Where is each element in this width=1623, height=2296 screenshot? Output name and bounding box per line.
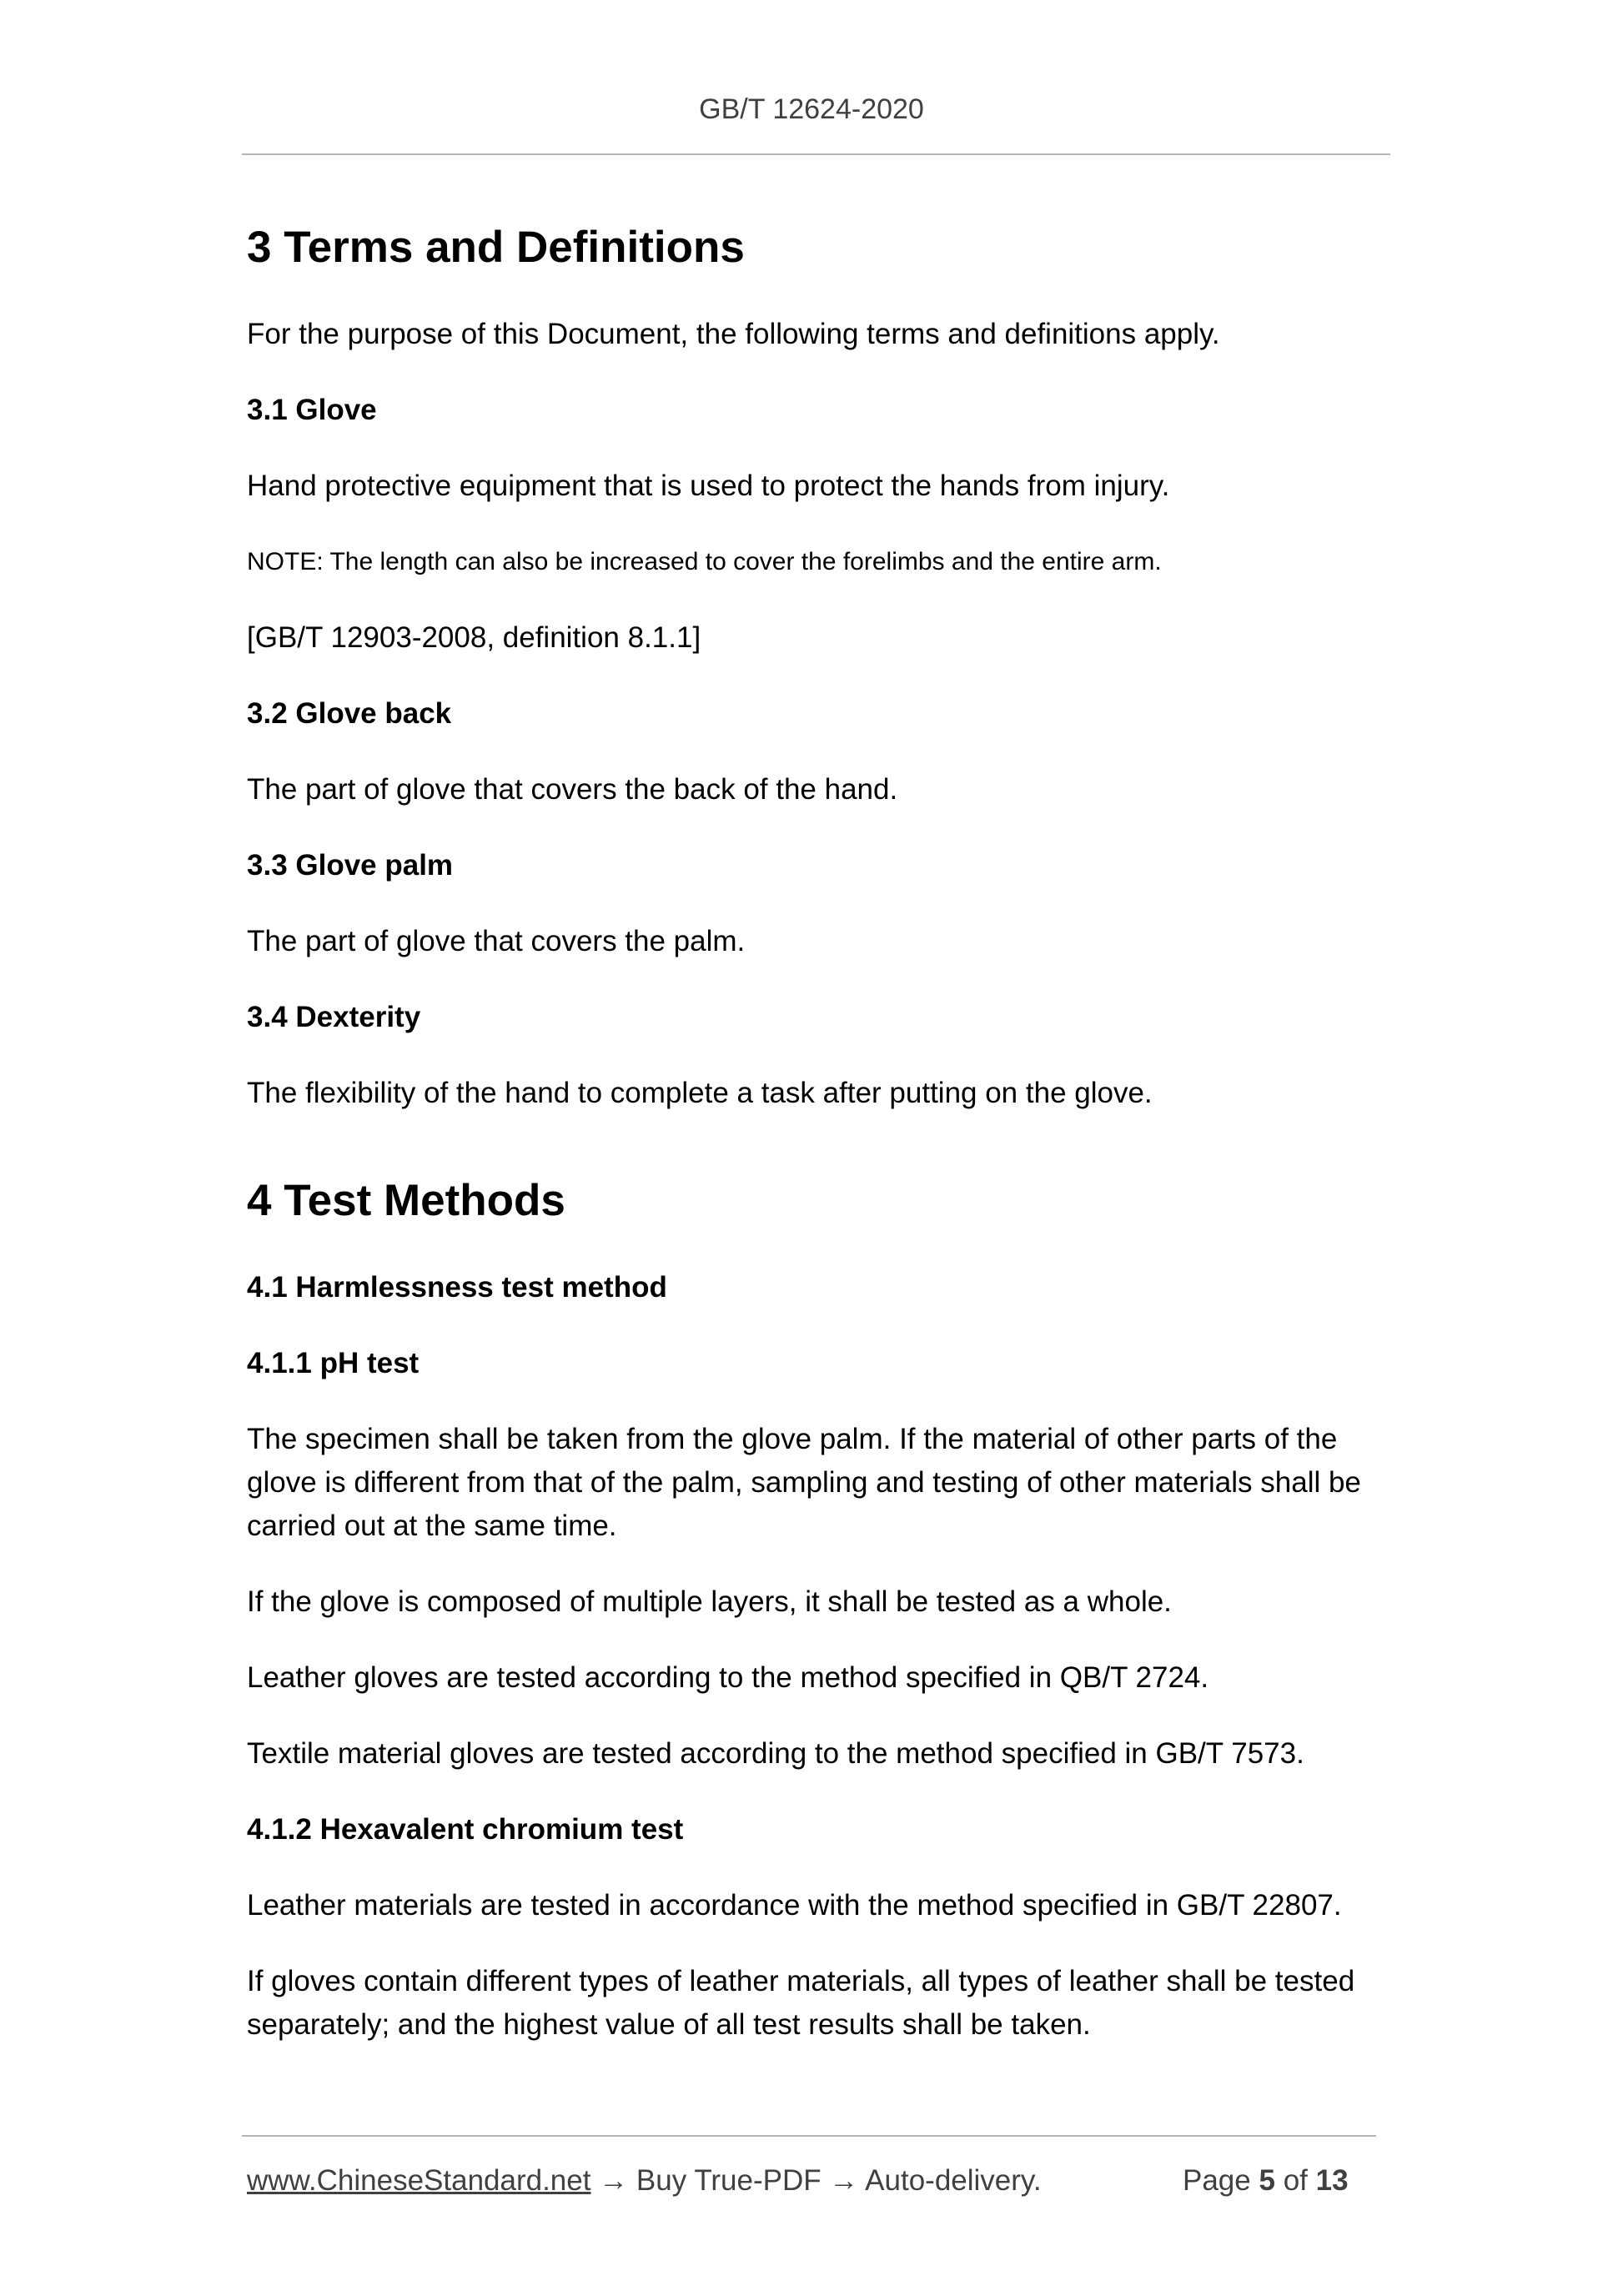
footer-promo xyxy=(247,2160,1042,2202)
website-link[interactable]: www.ChineseStandard.net xyxy=(247,2164,591,2197)
section-3-heading: 3 Terms and Definitions xyxy=(247,223,745,272)
term-3-3-definition: The part of glove that covers the palm. xyxy=(247,925,746,957)
document-code: GB/T 12624-2020 xyxy=(699,93,924,125)
term-3-4-heading: 3.4 Dexterity xyxy=(247,1001,421,1033)
term-3-1-definition: Hand protective equipment that is used to protect the hands from injury. xyxy=(247,470,1170,502)
ph-test-paragraph-1: The specimen shall be taken from the glove palm. If the material of other parts of the glove is different from that of the palm, sampling and testing of other materials shall be carried out at the same time. xyxy=(247,1423,1361,1542)
section-3-intro: For the purpose of this Document, the following terms and definitions apply. xyxy=(247,318,1220,350)
term-3-4-definition: The flexibility of the hand to complete a task after putting on the glove. xyxy=(247,1077,1153,1109)
page-current: 5 xyxy=(1259,2164,1275,2197)
term-3-1-note: NOTE: The length can also be increased to cover the forelimbs and the entire arm. xyxy=(247,548,1162,575)
page-of: of xyxy=(1283,2164,1308,2197)
subsection-4-1-heading: 4.1 Harmlessness test method xyxy=(247,1271,667,1304)
page-total: 13 xyxy=(1315,2164,1349,2197)
term-3-3-heading: 3.3 Glove palm xyxy=(247,849,454,882)
term-3-2-definition: The part of glove that covers the back of the hand. xyxy=(247,773,898,806)
section-4-heading: 4 Test Methods xyxy=(247,1176,565,1225)
page-number xyxy=(1183,2160,1349,2202)
chromium-test-paragraph-2: If gloves contain different types of leather materials, all types of leather shall be tested separately; and the highest value of all test results shall be taken. xyxy=(247,1965,1355,2041)
page-content xyxy=(247,215,1398,2047)
term-3-2-heading: 3.2 Glove back xyxy=(247,697,452,730)
header-divider xyxy=(242,153,1390,155)
term-3-1-heading: 3.1 Glove xyxy=(247,394,377,426)
subsection-4-1-1-heading: 4.1.1 pH test xyxy=(247,1347,420,1379)
chromium-test-paragraph-1: Leather materials are tested in accordance with the method specified in GB/T 22807. xyxy=(247,1889,1342,1922)
footer-divider xyxy=(242,2135,1376,2137)
footer-promo-text: → Buy True-PDF → Auto-delivery. xyxy=(590,2164,1042,2197)
subsection-4-1-2-heading: 4.1.2 Hexavalent chromium test xyxy=(247,1813,684,1846)
ph-test-paragraph-3: Leather gloves are tested according to the method specified in QB/T 2724. xyxy=(247,1661,1209,1694)
ph-test-paragraph-2: If the glove is composed of multiple layers, it shall be tested as a whole. xyxy=(247,1585,1172,1618)
page-label: Page xyxy=(1183,2164,1251,2197)
term-3-1-source: [GB/T 12903-2008, definition 8.1.1] xyxy=(247,621,701,654)
ph-test-paragraph-4: Textile material gloves are tested according to the method specified in GB/T 7573. xyxy=(247,1737,1304,1770)
